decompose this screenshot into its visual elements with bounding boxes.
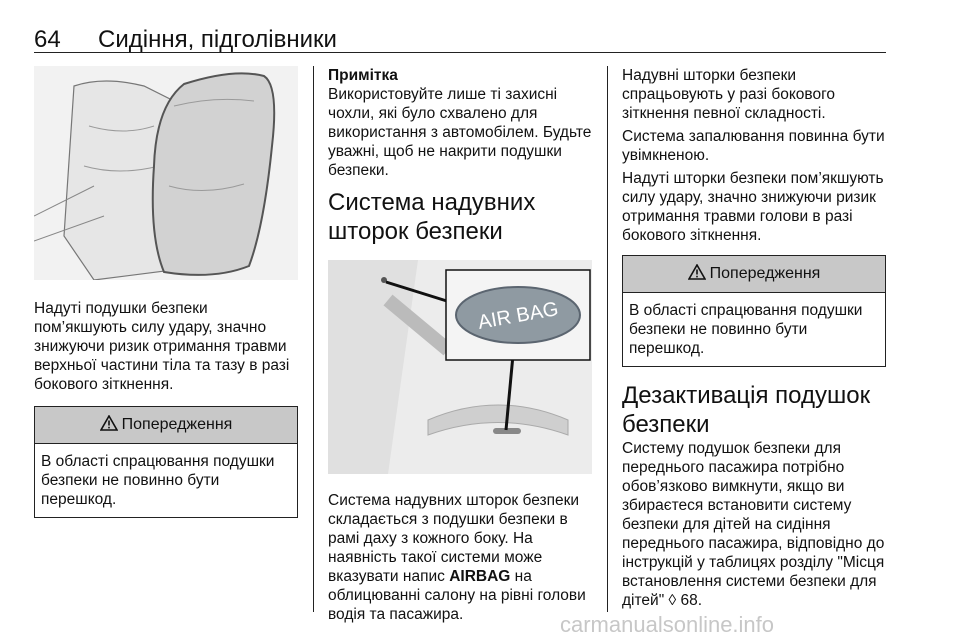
section-heading-curtain-airbags: Система надувних шторок безпеки [328,189,536,245]
warning-header-1 [35,407,297,444]
column-divider-2 [607,66,608,612]
paragraph-curtain-deploy: Надувні шторки безпеки спрацьовують у разі бокового зіткнення певної складності. [622,67,836,122]
warning-triangle-icon [688,264,706,285]
curtain-airbag-label-illustration [328,260,592,474]
paragraph-deactivation-text: Систему подушок безпеки для переднього пасажира потрібно обов’язково вимкнути, якщо ви збираєтеся встановити систему безпеки для дітей на сидіння переднього пасажира, відповідно до інструкцій у таблицях розділу "Місця встановлення системи безпеки для дітей" [622,440,885,609]
page-header [34,24,886,54]
column-2 [328,66,592,628]
warning-title-2: Попередження [709,265,821,282]
note-text: Використовуйте лише ті захисні чохли, які було схвалено для використання з автомобілем. Будьте уважні, щоб не накрити подушки безпеки. [328,86,592,179]
page-number: 64 [34,26,61,53]
paragraph-ignition: Система запалювання повинна бути увімкненою. [622,128,885,164]
side-airbag-seat-illustration [34,66,298,280]
warning-text-1: В області спрацювання подушки безпеки не повинно бути перешкод. [41,453,275,508]
warning-box-1 [34,406,298,518]
warning-triangle-icon [100,415,118,436]
airbag-keyword: AIRBAG [449,568,511,585]
paragraph-deactivation [622,439,886,610]
section-heading-airbag-deactivation: Дезактивація подушок безпеки [622,382,871,438]
warning-title-1: Попередження [121,416,233,433]
header-rule [34,52,886,53]
paragraph-inflated-airbags: Надуті подушки безпеки пом’якшують силу удару, значно знижуючи ризик отримання травми верхньої частини тіла та тазу в разі бокового зіткнення. [34,300,290,393]
warning-header-2 [623,256,885,293]
page-reference-link[interactable]: 68. [680,592,703,609]
airbag-label-text: AIR BAG [476,298,561,334]
page-title: Сидіння, підголівники [98,26,337,53]
watermark: carmanualsonline.info [560,612,775,637]
paragraph-curtain-text-2: на облицюванні салону на рівні голови водія та пасажира. [328,568,586,623]
page-reference-icon: ◊ [668,592,677,609]
column-1 [34,66,298,518]
paragraph-curtain-inflated: Надуті шторки безпеки пом’якшують силу удару, значно знижуючи ризик отримання травми голови в разі бокового зіткнення. [622,170,884,244]
paragraph-curtain-system [328,491,592,624]
column-divider-1 [313,66,314,612]
column-3 [622,66,886,614]
warning-box-2 [622,255,886,367]
warning-text-2: В області спрацювання подушки безпеки не повинно бути перешкод. [629,302,863,357]
paragraph-curtain-text-1: Система надувних шторок безпеки складається з подушки безпеки в рамі даху з кожного боку. На наявність такої системи може вказувати напис [328,492,580,585]
note-title: Примітка [328,67,398,84]
